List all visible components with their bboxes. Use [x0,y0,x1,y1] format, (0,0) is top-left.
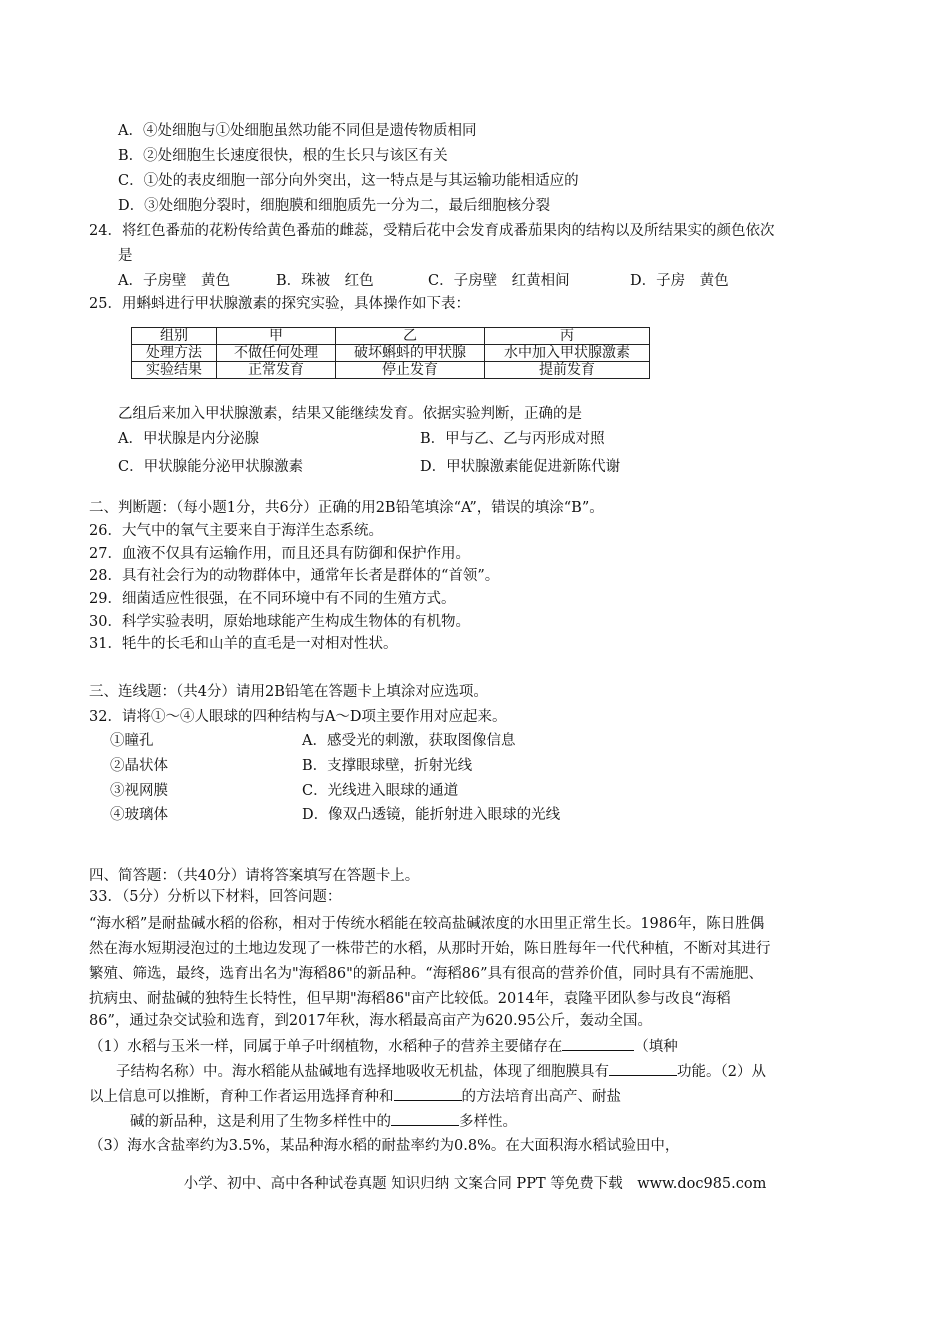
q24-stem: 24．将红色番茄的花粉传给黄色番茄的雌蕊，受精后花中会发育成番茄果肉的结构以及所结果实的颜色依次 [89,223,775,239]
q25-stem: 25．用蝌蚪进行甲状腺激素的探究实验，具体操作如下表： [89,296,470,312]
section-2-title: 二、判断题：（每小题1分，共6分）正确的用2B铅笔填涂“A”，错误的填涂“B”。 [89,500,604,516]
table-cell: 实验结果 [132,362,217,379]
section-4-title: 四、简答题：（共40分）请将答案填写在答题卡上。 [89,868,420,884]
table-row [132,345,650,362]
q33-sub2-cont [130,1111,517,1132]
q23-option-a: A．④处细胞与①处细胞虽然功能不同但是遗传物质相同 [118,123,477,139]
table-row [132,328,650,345]
q25-option-a: A．甲状腺是内分泌腺 [118,431,259,447]
q24-option-d: D．子房 黄色 [630,273,729,289]
q33-stem: 33．（5分）分析以下材料，回答问题： [89,889,342,905]
list-item: 27．血液不仅具有运输作用，而且还具有防御和保护作用。 [89,546,470,562]
q24-option-b: B．珠被 红色 [276,273,374,289]
list-item: 30．科学实验表明，原始地球能产生构成生物体的有机物。 [89,614,470,630]
answer-blank [562,1036,634,1051]
eye-part-4: ④玻璃体 [110,807,168,823]
list-item: 31．牦牛的长毛和山羊的直毛是一对相对性状。 [89,636,398,652]
q24-option-c: C．子房壁 红黄相间 [428,273,570,289]
table-cell: 提前发育 [485,362,650,379]
table-cell: 甲 [217,328,336,345]
q25-option-c: C．甲状腺能分泌甲状腺激素 [118,459,304,475]
table-row [132,362,650,379]
q33-sub2-text-c: 碱的新品种，这是利用了生物多样性中的 [130,1114,391,1130]
table-cell: 正常发育 [217,362,336,379]
answer-blank [609,1061,677,1076]
eye-part-2: ②晶状体 [110,758,168,774]
table-cell: 水中加入甲状腺激素 [485,345,650,362]
q33-sub2 [89,1086,621,1107]
eye-function-a: A．感受光的刺激，获取图像信息 [302,733,516,749]
q25-note: 乙组后来加入甲状腺激素，结果又能继续发育。依据实验判断，正确的是 [118,406,582,422]
material-line: 然在海水短期浸泡过的土地边发现了一株带芒的水稻，从那时开始，陈日胜每年一代代种植，不断对其进行 [89,941,771,957]
list-item: 26．大气中的氧气主要来自于海洋生态系统。 [89,523,383,539]
q24-option-a: A．子房壁 黄色 [118,273,230,289]
q32-stem: 32．请将①～④人眼球的四种结构与A～D项主要作用对应起来。 [89,709,507,725]
eye-part-1: ①瞳孔 [110,733,154,749]
q33-sub1-text-a: （1）水稻与玉米一样，同属于单子叶纲植物，水稻种子的营养主要储存在 [89,1039,563,1055]
q33-sub2-text-a: 以上信息可以推断，育种工作者运用选择育种和 [89,1089,394,1105]
q23-option-c: C．①处的表皮细胞一部分向外突出，这一特点是与其运输功能相适应的 [118,173,579,189]
q24-stem-cont: 是 [118,248,133,264]
q33-sub1-text-c: 子结构名称）中。海水稻能从盐碱地有选择地吸收无机盐，体现了细胞膜具有 [116,1064,609,1080]
table-cell: 不做任何处理 [217,345,336,362]
q33-sub1-text-b: （填种 [634,1039,678,1055]
eye-function-b: B．支撑眼球壁，折射光线 [302,758,473,774]
answer-blank [394,1086,462,1101]
material-line: “海水稻”是耐盐碱水稻的俗称，相对于传统水稻能在较高盐碱浓度的水田里正常生长。1986年，陈日胜偶 [89,916,765,932]
q23-option-b: B．②处细胞生长速度很快，根的生长只与该区有关 [118,148,448,164]
q23-option-d: D．③处细胞分裂时，细胞膜和细胞质先一分为二，最后细胞核分裂 [118,198,551,214]
eye-part-3: ③视网膜 [110,783,168,799]
table-cell: 破坏蝌蚪的甲状腺 [336,345,485,362]
q33-sub1-text-d: 功能。（2）从 [677,1064,766,1080]
table-cell: 停止发育 [336,362,485,379]
page-footer: 小学、初中、高中各种试卷真题 知识归纳 文案合同 PPT 等免费下载 www.doc985.com [183,1176,767,1192]
section-3-title: 三、连线题：（共4分）请用2B铅笔在答题卡上填涂对应选项。 [89,684,488,700]
list-item: 29．细菌适应性很强，在不同环境中有不同的生殖方式。 [89,591,456,607]
material-line: 抗病虫、耐盐碱的独特生长特性，但早期"海稻86"亩产比较低。2014年，袁隆平团队参与改良“海稻 [89,991,731,1007]
material-line: 86”，通过杂交试验和选育，到2017年秋，海水稻最高亩产为620.95公斤，轰动全国。 [89,1013,652,1029]
q25-option-b: B．甲与乙、乙与丙形成对照 [420,431,605,447]
q33-sub3: （3）海水含盐率约为3.5%，某品种海水稻的耐盐率约为0.8%。在大面积海水稻试验田中， [89,1138,680,1154]
list-item: 28．具有社会行为的动物群体中，通常年长者是群体的“首领”。 [89,568,500,584]
experiment-table [131,327,650,379]
table-cell: 组别 [132,328,217,345]
answer-blank [391,1111,459,1126]
table-cell: 乙 [336,328,485,345]
material-line: 繁殖、筛选，最终，选育出名为"海稻86"的新品种。“海稻86”具有很高的营养价值，同时具有不需施肥、 [89,966,764,982]
table-cell: 处理方法 [132,345,217,362]
table-cell: 丙 [485,328,650,345]
q33-sub1 [89,1036,678,1057]
q33-sub2-text-d: 多样性。 [459,1114,517,1130]
q25-option-d: D．甲状腺激素能促进新陈代谢 [420,459,621,475]
q33-sub1-cont [116,1061,766,1082]
eye-function-d: D．像双凸透镜，能折射进入眼球的光线 [302,807,561,823]
eye-function-c: C．光线进入眼球的通道 [302,783,459,799]
q33-sub2-text-b: 的方法培育出高产、耐盐 [461,1089,621,1105]
